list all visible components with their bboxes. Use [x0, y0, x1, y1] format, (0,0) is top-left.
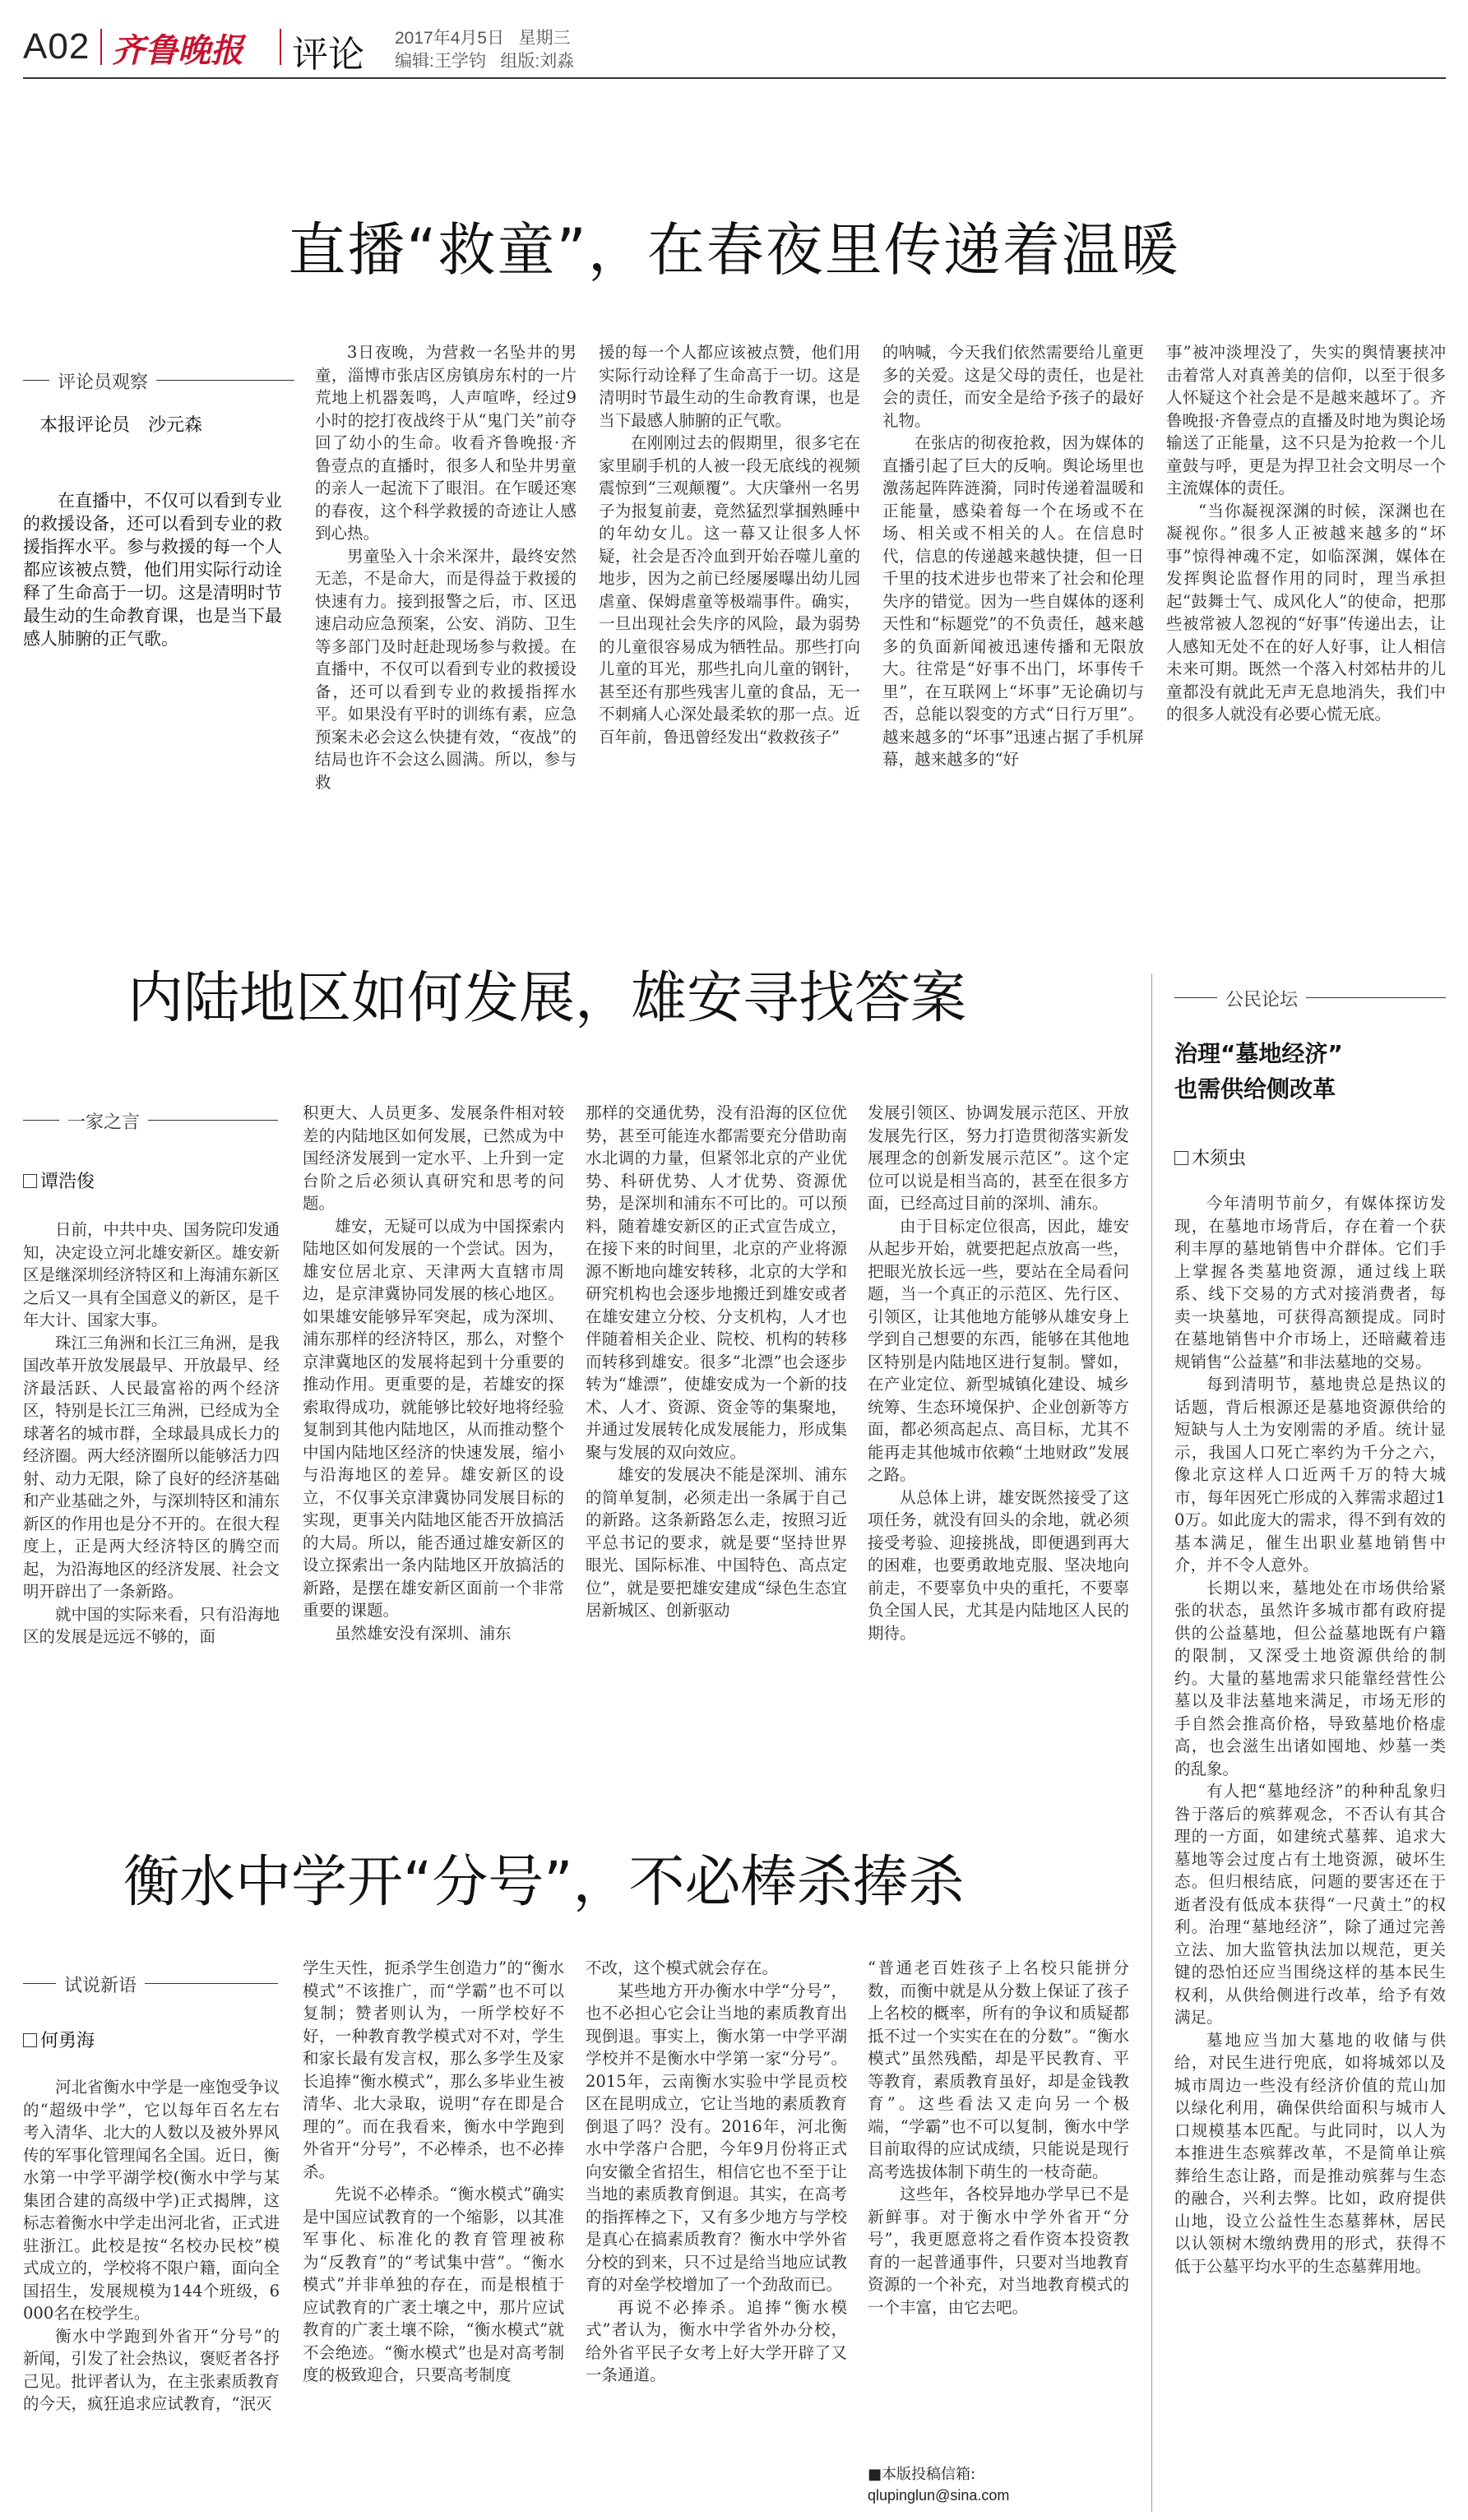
page-number: A02: [23, 26, 90, 67]
paragraph: 长期以来，墓地处在市场供给紧张的状态，虽然许多城市都有政府提供的公益墓地，但公益墓地既有户籍的限制，又深受土地资源供给的制约。大量的墓地需求只能靠经营性公墓以及非法墓地来满足，市场无形的手自然会推高价格，导致墓地价格虚高，也会滋生出诸如囤地、炒墓一类的乱象。: [1174, 1578, 1446, 1778]
paragraph: 雄安的发展决不能是深圳、浦东的简单复制，必须走出一条属于自己的新路。这条新路怎么走，按照习近平总书记的要求，就是要“坚持世界眼光、国际标准、中国特色、高点定位”，就是要把雄安建成“绿色生态宜居新城区、创新驱动: [586, 1465, 847, 1620]
article-2-byline-line: [23, 1168, 95, 1193]
sidebar-title-line-1: 治理“墓地经济”: [1174, 1040, 1343, 1067]
paragraph: 雄安，无疑可以成为中国探索内陆地区如何发展的一个尝试。因为，雄安位居北京、天津两大直辖市周边，是京津冀协同发展的核心地区。如果雄安能够异军突起，成为深圳、浦东那样的经济特区，那么，对整个京津冀地区的发展将起到十分重要的推动作用。更重要的是，若雄安的探索取得成功，就能够比较好地将经验复制到其他内陆地区，从而推动整个中国内陆地区经济的快速发展，缩小与沿海地区的差异。雄安新区的设立，不仅事关京津冀协同发展目标的实现，更事关内陆地区能否开放搞活的大局。所以，能否通过雄安新区的设立探索出一条内陆地区开放搞活的新路，是摆在雄安新区面前一个非常重要的课题。: [303, 1216, 564, 1620]
paragraph: 从总体上讲，雄安既然接受了这项任务，就没有回头的余地，就必须接受考验、迎接挑战，即便遇到再大的困难，也要勇敢地克服、坚决地向前走，不要辜负中央的重托，不要辜负全国人民，尤其是内陆地区人民的期待。: [868, 1487, 1129, 1643]
sidebar-column-tag: 公民论坛: [1217, 986, 1306, 1011]
article-1-lead: 在直播中，不仅可以看到专业的救援设备，还可以看到专业的救援指挥水平。参与救援的每一个人都应该被点赞，他们用实际行动诠释了生命高于一切。这是清明时节最生动的生命教育课，也是当下最感人肺腑的正气歌。: [23, 491, 282, 649]
issue-weekday: 星期三: [518, 29, 571, 48]
paragraph: 某些地方开办衡水中学“分号”，也不必担心它会让当地的素质教育出现倒退。事实上，衡水第一中学平湖学校并不是衡水中学第一家“分号”。2015年，云南衡水实验中学昆贡校区在昆明成立，它让当地的素质教育倒退了吗？没有。2016年，河北衡水中学落户合肥，今年9月份将正式向安徽全省招生，相信它也不至于让当地的素质教育倒退。其实，在高考的指挥棒之下，又有多少地方与学校是真心在搞素质教育？衡水中学外省分校的到来，只不过是给当地应试教育的对垒学校增加了一个劲敌而已。: [586, 1981, 847, 2294]
paragraph: 男童坠入十余米深井，最终安然无恙，不是命大，而是得益于救援的快速有力。接到报警之后，市、区迅速启动应急预案，公安、消防、卫生等多部门及时赶赴现场参与救援。在直播中，不仅可以看到专业的救援设备，还可以看到专业的救援指挥水平。如果没有平时的训练有素，应急预案未必会这么快捷有效，“夜战”的结局也许不会这么圆满。所以，参与救: [315, 546, 577, 792]
section-name: 评论: [292, 34, 364, 76]
article-1-column: [315, 341, 577, 884]
paragraph: 3日夜晚，为营救一名坠井的男童，淄博市张店区房镇房东村的一片荒地上机器轰鸣，人声喧哗，经过9小时的挖打夜战终于从“鬼门关”前夺回了幼小的生命。收看齐鲁晚报·齐鲁壹点的直播时，很多人和坠井男童的亲人一起流下了眼泪。在乍暖还寒的春夜，这个科学救援的奇迹让人感到心热。: [315, 343, 577, 543]
sidebar-divider: [1151, 974, 1152, 2512]
paragraph: 有人把“墓地经济”的种种乱象归咎于落后的殡葬观念，不否认有其合理的一方面，如建统式墓葬、追求大墓地等会过度占有土地资源，破坏生态。但归根结底，问题的要害还在于逝者没有低成本获得“一尺黄土”的权利。治理“墓地经济”，除了通过完善立法、加大监管执法加以规范，更关键的恐怕还应当围绕这样的基本民生权利，从供给侧进行改革，给予有效满足。: [1174, 1782, 1446, 2027]
sidebar-title-line-2: 也需供给侧改革: [1174, 1075, 1336, 1103]
paragraph: 先说不必棒杀。“衡水模式”确实是中国应试教育的一个缩影，以其准军事化、标准化的教育管理被称为“反教育”的“考试集中营”。“衡水模式”并非单独的存在，而是根植于应试教育的广袤土壤之中，那片应试教育的广袤土壤不除，“衡水模式”就不会绝迹。“衡水模式”也是对高考制度的极致迎合，只要高考制度: [303, 2185, 564, 2384]
article-2-byline: 谭浩俊: [40, 1172, 95, 1192]
paragraph: 墓地应当加大墓地的收储与供给，对民生进行兜底，如将城郊以及城市周边一些没有经济价值的荒山加以绿化利用，确保供给面积与城市人口规模基本匹配。与此同时，以人为本推进生态殡葬改革，不是简单让殡葬给生态让路，而是推动殡葬与生态的融合，兴利去弊。比如，政府提供山地，设立公益性生态墓葬林，居民以认领树木缴纳费用的形式，获得不低于公墓平均水平的生态墓葬用地。: [1174, 2030, 1446, 2276]
layout-credit: 组版:刘淼: [500, 52, 575, 71]
paragraph: “当你凝视深渊的时候，深渊也在凝视你。”很多人正被越来越多的“坏事”惊得神魂不定，如临深渊，媒体在发挥舆论监督作用的同时，理当承担起“鼓舞士气、成风化人”的使命，把那些被常被人忽视的“好事”传递出去，让人感知无处不在的好人好事，让人相信未来可期。既然一个落入村郊枯井的儿童都没有就此无声无息地消失，我们中的很多人就没有必要心慌无底。: [1166, 501, 1446, 724]
article-3-headline: 衡水中学开“分号”，不必棒杀捧杀: [123, 1850, 965, 1915]
article-1-column: [1166, 341, 1446, 884]
submission-email: qlupinglun@sina.com: [868, 2487, 1010, 2504]
article-2-headline: 内陆地区如何发展，雄安寻找答案: [127, 966, 967, 1031]
header-divider: [100, 29, 102, 65]
article-2-column: [303, 1102, 564, 1794]
paragraph: “普通老百姓孩子上名校只能拼分数，而衡中就是从分数上保证了孩子上名校的概率，所有的争议和质疑都抵不过一个实实在在的分数”。“衡水模式”虽然残酷，却是平民教育、平等教育，素质教育虽好，却是金钱教育”。这些看法又走向另一个极端，“学霸”也不可以复制，衡水中学目前取得的应试成绩，只能说是现行高考选拔体制下萌生的一枝奇葩。: [868, 1958, 1129, 2181]
article-1-byline: 本报评论员 沙元森: [39, 415, 203, 436]
article-1-column-tag: 评论员观察: [49, 368, 156, 394]
paragraph: 的呐喊，今天我们依然需要给儿童更多的关爱。这是父母的责任，也是社会的责任，而安全是给予孩子的最好礼物。: [882, 343, 1144, 430]
paragraph: 学生天性，扼杀学生创造力”的“衡水模式”不该推广，而“学霸”也不可以复制；赞者则认为，一所学校好不好，一种教育教学模式对不对，学生和家长最有发言权，那么多学生及家长追捧“衡水模式”，那么多毕业生被清华、北大录取，说明“存在即是合理的”。而在我看来，衡水中学跑到外省开“分号”，不必棒杀，也不必捧杀。: [303, 1958, 564, 2181]
paragraph: 就中国的实际来看，只有沿海地区的发展是远远不够的，面: [23, 1604, 280, 1646]
paragraph: 衡水中学跑到外省开“分号”的新闻，引发了社会热议，褒贬者各抒己见。批评者认为，在主张素质教育的今天，疯狂追求应试教育，“泯灭: [23, 2326, 280, 2413]
article-1-column: [599, 341, 860, 884]
paragraph: 发展引领区、协调发展示范区、开放发展先行区，努力打造贯彻落实新发展理念的创新发展示范区”。这个定位可以说是相当高的，甚至在很多方面，已经高过目前的深圳、浦东。: [868, 1103, 1129, 1213]
editor-line: [395, 48, 574, 72]
editor-credit: 编辑:王学钧: [395, 52, 486, 71]
sidebar-tag-rule: [1174, 997, 1446, 998]
article-1-column: [882, 341, 1144, 884]
article-3-column: [23, 2076, 280, 2508]
article-3-byline: 何勇海: [40, 2031, 95, 2051]
paragraph: 在张店的彻夜抢救，因为媒体的直播引起了巨大的反响。舆论场里也激荡起阵阵涟漪，同时传递着温暖和正能量，感染着每一个在场或不在场、相关或不相关的人。在信息时代，信息的传递越来越快捷，但一日千里的技术进步也带来了社会和伦理失序的错觉。因为一些自媒体的逐利天性和“标题党”的不负责任，越来越多的负面新闻被迅速传播和无限放大。往常是“好事不出门，坏事传千里”，在互联网上“坏事”无论确切与否，总能以裂变的方式“日行万里”。越来越多的“坏事”迅速占据了手机屏幕，越来越多的“好: [882, 433, 1144, 769]
paragraph: 日前，中共中央、国务院印发通知，决定设立河北雄安新区。雄安新区是继深圳经济特区和上海浦东新区之后又一具有全国意义的新区，是千年大计、国家大事。: [23, 1220, 280, 1329]
paragraph: 那样的交通优势，没有沿海的区位优势，甚至可能连水都需要充分借助南水北调的力量，但紧邻北京的产业优势、科研优势、人才优势、资源优势，是深圳和浦东不可比的。可以预料，随着雄安新区的正式宣告成立，在接下来的时间里，北京的产业将源源不断地向雄安转移，北京的大学和研究机构也会逐步地搬迁到雄安或者在雄安建立分校、分支机构，人才也伴随着相关企业、院校、机构的转移而转移到雄安。很多“北漂”也会逐步转为“雄漂”，使雄安成为一个新的技术、人才、资源、资金等的集聚地，并通过发展转化成发展能力，形成集聚与发展的双向效应。: [586, 1103, 847, 1462]
masthead-logo: 齐鲁晚报: [112, 32, 243, 70]
byline-box-icon: [1174, 1151, 1188, 1165]
article-3-column: [303, 1957, 564, 2508]
paragraph: 不改，这个模式就会存在。: [586, 1958, 779, 1977]
header-divider: [280, 29, 281, 65]
article-1-headline: 直播“救童”，在春夜里传递着温暖: [288, 216, 1180, 284]
article-2-column: [868, 1102, 1129, 1794]
byline-box-icon: [23, 1174, 37, 1188]
paragraph: 再说不必捧杀。追捧“衡水模式”者认为，衡水中学省外办分校，给外省平民子女考上好大学开辟了又一条通道。: [586, 2297, 847, 2384]
article-3-column: [868, 1957, 1129, 2454]
sidebar-byline-line: [1174, 1144, 1246, 1170]
byline-box-icon: [23, 2033, 37, 2047]
paragraph: 援的每一个人都应该被点赞，他们用实际行动诠释了生命高于一切。这是清明时节最生动的生命教育课，也是当下最感人肺腑的正气歌。: [599, 343, 860, 430]
issue-date: 2017年4月5日: [395, 29, 505, 48]
submission-label: ■本版投稿信箱:: [868, 2466, 976, 2483]
paragraph: 这些年，各校异地办学早已不是新鲜事。对于衡水中学外省开“分号”，我更愿意将之看作资本投资教育的一起普通事件，只要对当地教育资源的一个补充，对当地教育模式的一个丰富，由它去吧。: [868, 2185, 1129, 2317]
sidebar-article-body: [1174, 1192, 1446, 2508]
header-rule: [23, 77, 1446, 79]
paragraph: 虽然雄安没有深圳、浦东: [335, 1623, 512, 1643]
article-3-column: [586, 1957, 847, 2508]
article-3-byline-line: [23, 2027, 95, 2052]
paragraph: 在刚刚过去的假期里，很多宅在家里刷手机的人被一段无底线的视频震惊到“三观颠覆”。大庆肇州一名男子为报复前妻，竟然猛烈掌掴熟睡中的年幼女儿。这一幕又让很多人怀疑，社会是否冷血到开始吞噬儿童的地步，因为之前已经屡屡曝出幼儿园虐童、保姆虐童等极端事件。确实，一旦出现社会失序的风险，最为弱势的儿童很容易成为牺牲品。那些打向儿童的耳光，那些扎向儿童的钢针，甚至还有那些残害儿童的食品，无一不刺痛人心深处最柔软的那一点。近百年前，鲁迅曾经发出“救救孩子”: [599, 433, 860, 747]
article-2-column: [23, 1218, 280, 1794]
article-3-column-tag: 试说新语: [56, 1972, 145, 1997]
article-2-column-tag: 一家之言: [59, 1108, 148, 1134]
paragraph: 积更大、人员更多、发展条件相对较差的内陆地区如何发展，已然成为中国经济发展到一定水平、上升到一定台阶之后必须认真研究和思考的问题。: [303, 1103, 564, 1213]
paragraph: 珠江三角洲和长江三角洲，是我国改革开放发展最早、开放最早、经济最活跃、人民最富裕的两个经济区，特别是长江三角洲，已经成为全球著名的城市群，全球最具成长力的经济圈。两大经济圈所以能够活力四射、动力无限，除了良好的经济基础和产业基础之外，与深圳特区和浦东新区的作用也是分不开的。在很大程度上，正是两大经济特区的腾空而起，为沿海地区的经济发展、社会文明开辟出了一条新路。: [23, 1333, 280, 1601]
paragraph: 河北省衡水中学是一座饱受争议的“超级中学”，它以每年百名左右考入清华、北大的人数以及被外界风传的军事化管理闻名全国。近日，衡水第一中学平湖学校(衡水中学与某集团合建的高级中学)正式揭牌，这标志着衡水中学走出河北省，正式进驻浙江。此校是按“名校办民校”模式成立的，学校将不限户籍，面向全国招生，发展规模为144个班级，6000名在校学生。: [23, 2078, 280, 2323]
issue-date-line: [395, 25, 571, 49]
sidebar-byline: 木须虫: [1192, 1149, 1247, 1169]
paragraph: 今年清明节前夕，有媒体探访发现，在墓地市场背后，存在着一个获利丰厚的墓地销售中介群体。它们手上掌握各类墓地资源，通过线上联系、线下交易的方式对接消费者，每卖一块墓地，可获得高额提成。同时在墓地销售中介市场上，还暗藏着违规销售“公益墓”和非法墓地的交易。: [1174, 1194, 1446, 1371]
paragraph: 事”被冲淡埋没了，失实的舆情裹挟冲击着常人对真善美的信仰，以至于很多人怀疑这个社会是不是越来越坏了。齐鲁晚报·齐鲁壹点的直播及时地为舆论场输送了正能量，这不只是为抢救一个儿童鼓与呼，更是为捍卫社会文明尽一个主流媒体的责任。: [1166, 343, 1446, 497]
paragraph: 每到清明节，墓地贵总是热议的话题，背后根源还是墓地资源供给的短缺与人土为安刚需的矛盾。统计显示，我国人口死亡率约为千分之六，像北京这样人口近两千万的特大城市，每年因死亡形成的入葬需求超过10万。如此庞大的需求，得不到有效的基本满足，催生出职业墓地销售中介，并不令人意外。: [1174, 1375, 1446, 1574]
article-2-column: [586, 1102, 847, 1794]
paragraph: 由于目标定位很高，因此，雄安从起步开始，就要把起点放高一些，把眼光放长远一些，要站在全局看问题，当一个真正的示范区、先行区、引领区，让其他地方能够从雄安身上学到自己想要的东西，能够在其他地区特别是内陆地区进行复制。譬如，在产业定位、新型城镇化建设、城乡统筹、生态环境保护、企业创新等方面，都必须高起点、高目标，尤其不能再走其他城市依赖“土地财政”发展之路。: [868, 1216, 1129, 1484]
